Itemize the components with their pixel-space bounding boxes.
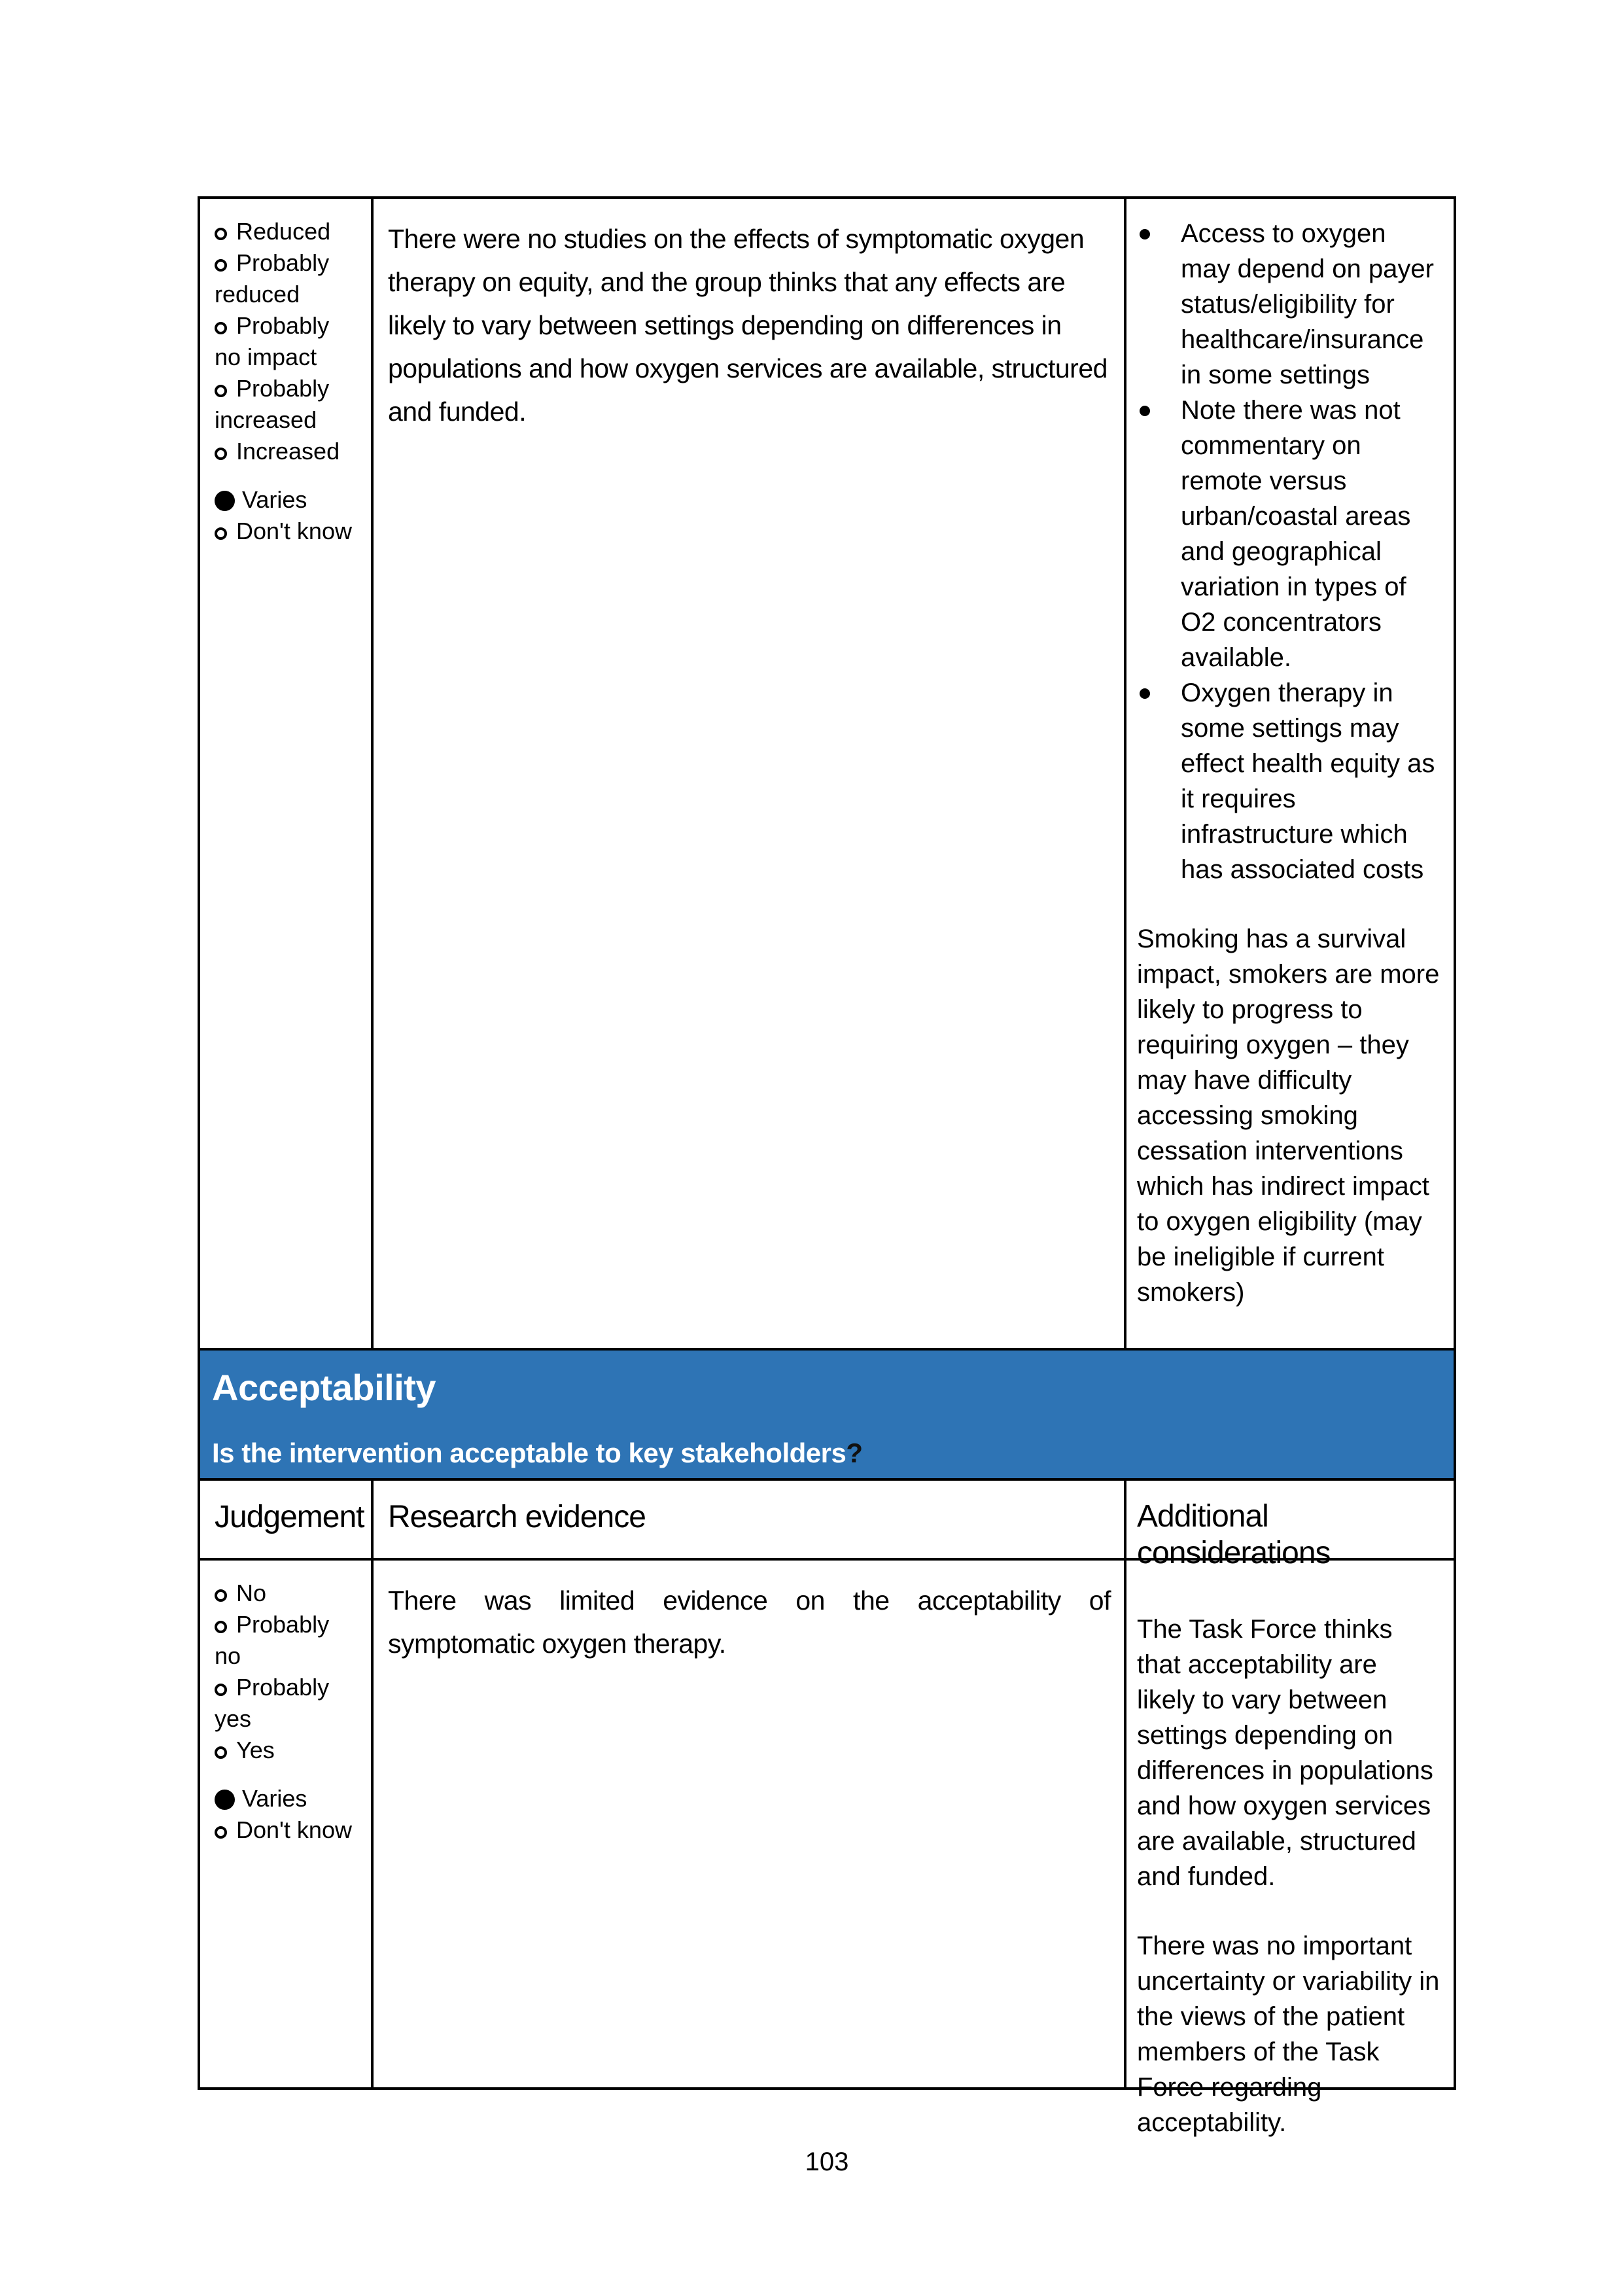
radio-option-label: Yes <box>236 1737 275 1763</box>
equity-row <box>200 199 1454 1348</box>
section-question <box>212 1438 1454 1469</box>
radio-option-label: Reduced <box>236 218 331 245</box>
bullet-icon <box>1140 229 1150 239</box>
radio-option-label: Don't know <box>236 518 352 544</box>
radio-circle-icon <box>215 322 227 334</box>
radio-option <box>215 436 358 467</box>
page-number: 103 <box>805 2147 849 2176</box>
equity-evidence-cell <box>371 199 1124 1348</box>
equity-judgement-cell <box>200 199 371 1348</box>
acceptability-section-band <box>200 1348 1454 1478</box>
bullet-item <box>1137 675 1442 887</box>
radio-circle-icon <box>215 259 227 272</box>
equity-evidence-paragraph: There were no studies on the effects of symptomatic oxygen therapy on equity, and the group thinks that any effects are likely to vary between settings depending on differences in populations and how oxygen services are available, structured and funded. <box>388 224 1108 427</box>
radio-circle-icon <box>215 1746 227 1759</box>
radio-option <box>215 216 358 247</box>
equity-judgement-options <box>215 216 358 547</box>
section-title: Acceptability <box>212 1367 436 1408</box>
radio-option <box>215 310 358 373</box>
radio-option <box>215 1609 358 1672</box>
acceptability-additional-paragraphs <box>1137 1612 1442 2140</box>
radio-circle-icon <box>215 1790 235 1810</box>
radio-option-label: Varies <box>242 486 307 513</box>
radio-option <box>215 247 358 310</box>
radio-option-label: Probably no impact <box>215 312 330 370</box>
evidence-to-decision-table <box>198 196 1456 2137</box>
radio-option <box>215 1672 358 1735</box>
radio-option <box>215 1814 358 1846</box>
bullet-item <box>1137 393 1442 675</box>
section-question-text: Is the intervention acceptable to key stakeholders <box>212 1438 846 1468</box>
acceptability-row <box>200 1558 1454 2137</box>
radio-option <box>215 516 358 547</box>
radio-option-label: No <box>236 1580 267 1606</box>
radio-circle-icon <box>215 527 227 540</box>
acceptability-evidence-paragraph: There was limited evidence on the acceptability of symptomatic oxygen therapy. <box>388 1585 1111 1659</box>
additional-paragraph: There was no important uncertainty or variability in the views of the patient members of the Task Force regarding acceptability. <box>1137 1932 1440 2137</box>
radio-circle-icon <box>215 448 227 460</box>
bullet-icon <box>1140 406 1150 416</box>
bullet-text: Oxygen therapy in some settings may effect health equity as it requires infrastructure which has associated costs <box>1181 679 1435 884</box>
column-header-row <box>200 1478 1454 1570</box>
radio-circle-icon <box>215 1589 227 1602</box>
header-additional-cell <box>1124 1481 1454 1570</box>
header-research-cell <box>371 1481 1124 1558</box>
radio-option <box>215 1578 358 1609</box>
acceptability-evidence-cell <box>371 1561 1124 2087</box>
header-judgement-cell <box>200 1481 371 1558</box>
radio-option-label: Probably reduced <box>215 249 330 308</box>
equity-smoking-paragraph: Smoking has a survival impact, smokers are more likely to progress to requiring oxygen – they may have difficulty accessing smoking cessation interventions which has indirect impact to oxygen eligibility (may be ineligible if current smokers) <box>1137 925 1440 1307</box>
header-additional-label: Additional considerations <box>1137 1499 1331 1570</box>
bullet-item <box>1137 216 1442 393</box>
radio-circle-icon <box>215 1621 227 1633</box>
section-question-mark: ? <box>846 1438 863 1468</box>
radio-option <box>215 373 358 436</box>
header-judgement-label: Judgement <box>215 1500 364 1534</box>
acceptability-judgement-cell <box>200 1561 371 2087</box>
radio-option <box>215 484 358 516</box>
radio-circle-icon <box>215 491 235 511</box>
radio-option <box>215 1735 358 1766</box>
radio-option-label: Probably no <box>215 1611 330 1669</box>
radio-option-label: Probably increased <box>215 375 330 433</box>
acceptability-additional-cell <box>1124 1561 1454 2137</box>
radio-option-label: Increased <box>236 438 340 465</box>
bullet-text: Note there was not commentary on remote versus urban/coastal areas and geographical variation in types of O2 concentrators available. <box>1181 396 1411 672</box>
radio-option-label: Probably yes <box>215 1674 330 1732</box>
equity-additional-bullet-list <box>1137 216 1442 887</box>
additional-paragraph: The Task Force thinks that acceptability are likely to vary between settings depending on differences in populations and how oxygen services are available, structured and funded. <box>1137 1615 1433 1891</box>
bullet-text: Access to oxygen may depend on payer status/eligibility for healthcare/insurance in some settings <box>1181 219 1434 389</box>
bullet-icon <box>1140 688 1150 699</box>
header-research-label: Research evidence <box>388 1500 646 1534</box>
radio-option-label: Varies <box>242 1785 307 1812</box>
radio-option-label: Don't know <box>236 1816 352 1843</box>
radio-circle-icon <box>215 1826 227 1839</box>
equity-additional-cell <box>1124 199 1454 1348</box>
radio-circle-icon <box>215 1684 227 1696</box>
acceptability-judgement-options <box>215 1578 358 1846</box>
radio-option <box>215 1783 358 1814</box>
radio-circle-icon <box>215 385 227 397</box>
radio-circle-icon <box>215 228 227 240</box>
